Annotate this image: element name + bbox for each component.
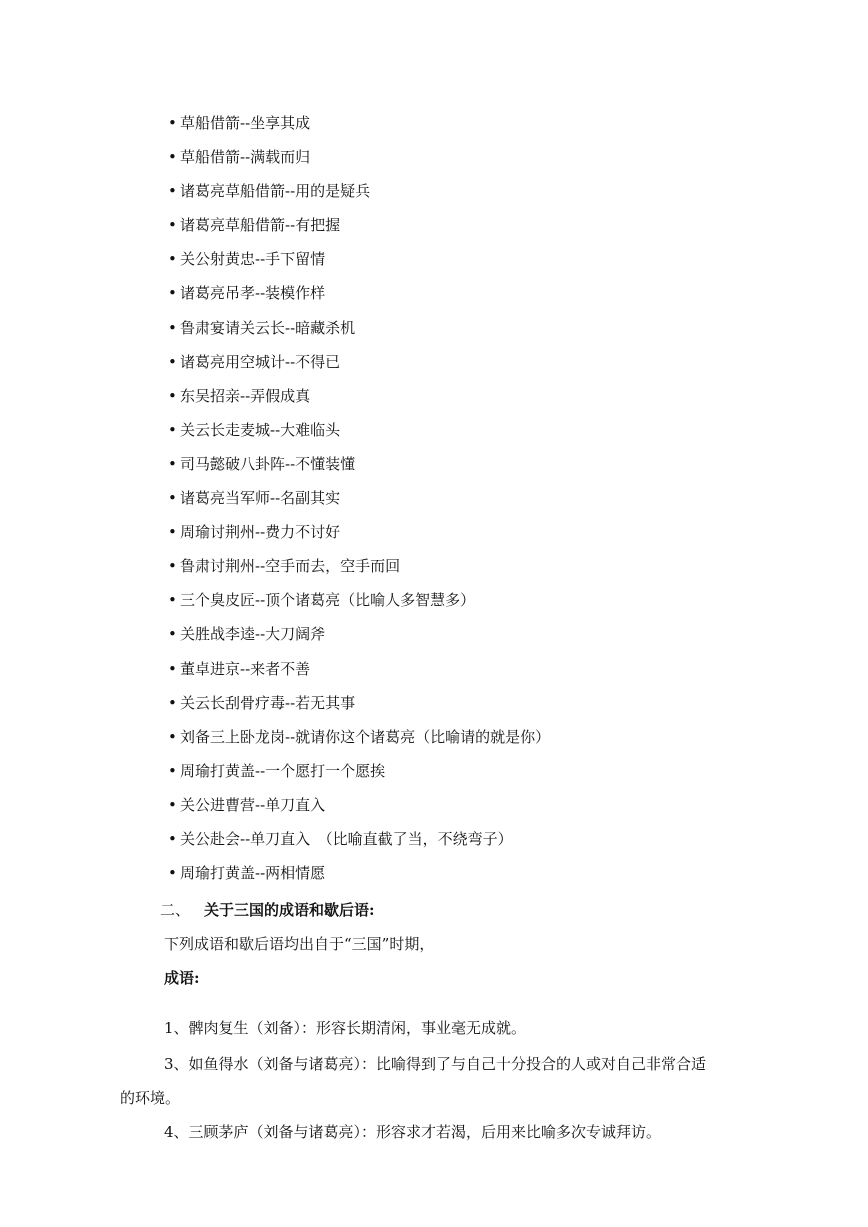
bullet-icon: •: [168, 557, 177, 576]
bullet-icon: •: [168, 454, 177, 473]
bullet-icon: •: [168, 318, 177, 337]
bullet-icon: •: [168, 864, 177, 883]
section-title: 关于三国的成语和歇后语:: [204, 901, 375, 919]
list-item: • 诸葛亮当军师--名副其实: [168, 486, 550, 520]
idiom-paragraph: 1、髀肉复生（刘备）：形容长期清闲，事业毫无成就。: [164, 1019, 527, 1037]
section-intro: 下列成语和歇后语均出自于“三国”时期，: [164, 935, 435, 953]
list-item: • 关公进曹营--单刀直入: [168, 793, 550, 827]
bullet-icon: •: [168, 795, 177, 814]
list-item: • 鲁肃讨荆州--空手而去，空手而回: [168, 554, 550, 588]
list-item: • 草船借箭--坐享其成: [168, 111, 550, 145]
bullet-icon: •: [168, 420, 177, 439]
bullet-icon: •: [168, 727, 177, 746]
list-item: • 关云长走麦城--大难临头: [168, 418, 550, 452]
list-item: • 关云长刮骨疗毒--若无其事: [168, 691, 550, 725]
section-number: 二、: [160, 901, 191, 919]
bullet-icon: •: [168, 523, 177, 542]
list-item: • 关胜战李逵--大刀阔斧: [168, 622, 550, 656]
list-item: • 周瑜打黄盖--两相情愿: [168, 861, 550, 895]
bullet-icon: •: [168, 761, 177, 780]
list-item: • 诸葛亮草船借箭--有把握: [168, 213, 550, 247]
bullet-icon: •: [168, 352, 177, 371]
bullet-icon: •: [168, 591, 177, 610]
list-item: • 刘备三上卧龙岗--就请你这个诸葛亮（比喻请的就是你）: [168, 725, 550, 759]
idiom-paragraph: 3、如鱼得水（刘备与诸葛亮）：比喻得到了与自己十分投合的人或对自己非常合适的环境。: [120, 1055, 707, 1107]
list-item: • 关公赴会--单刀直入 （比喻直截了当，不绕弯子）: [168, 827, 550, 861]
idioms-subheading: 成语:: [164, 969, 200, 987]
list-item: • 鲁肃宴请关云长--暗藏杀机: [168, 316, 550, 350]
bullet-icon: •: [168, 250, 177, 269]
bullet-icon: •: [168, 659, 177, 678]
list-item: • 诸葛亮用空城计--不得已: [168, 350, 550, 384]
bullet-icon: •: [168, 625, 177, 644]
section-heading: [160, 898, 375, 922]
bullet-icon: •: [168, 829, 177, 848]
bullet-icon: •: [168, 216, 177, 235]
bullet-icon: •: [168, 386, 177, 405]
list-item: • 三个臭皮匠--顶个诸葛亮（比喻人多智慧多）: [168, 588, 550, 622]
list-item: • 诸葛亮吊孝--装模作样: [168, 281, 550, 315]
bullet-icon: •: [168, 114, 177, 132]
bullet-icon: •: [168, 182, 177, 201]
list-item: • 董卓进京--来者不善: [168, 657, 550, 691]
bullet-icon: •: [168, 489, 177, 508]
list-item: • 周瑜讨荆州--费力不讨好: [168, 520, 550, 554]
list-item: • 周瑜打黄盖--一个愿打一个愿挨: [168, 759, 550, 793]
list-item: • 诸葛亮草船借箭--用的是疑兵: [168, 179, 550, 213]
bullet-icon: •: [168, 148, 177, 167]
bullet-icon: •: [168, 693, 177, 712]
xiehouyu-list: [168, 111, 550, 895]
bullet-icon: •: [168, 284, 177, 303]
list-item: • 司马懿破八卦阵--不懂装懂: [168, 452, 550, 486]
list-item: • 草船借箭--满载而归: [168, 145, 550, 179]
list-item: • 东吴招亲--弄假成真: [168, 384, 550, 418]
list-item: • 关公射黄忠--手下留情: [168, 247, 550, 281]
idiom-paragraph: 4、三顾茅庐（刘备与诸葛亮）：形容求才若渴，后用来比喻多次专诚拜访。: [164, 1123, 662, 1141]
